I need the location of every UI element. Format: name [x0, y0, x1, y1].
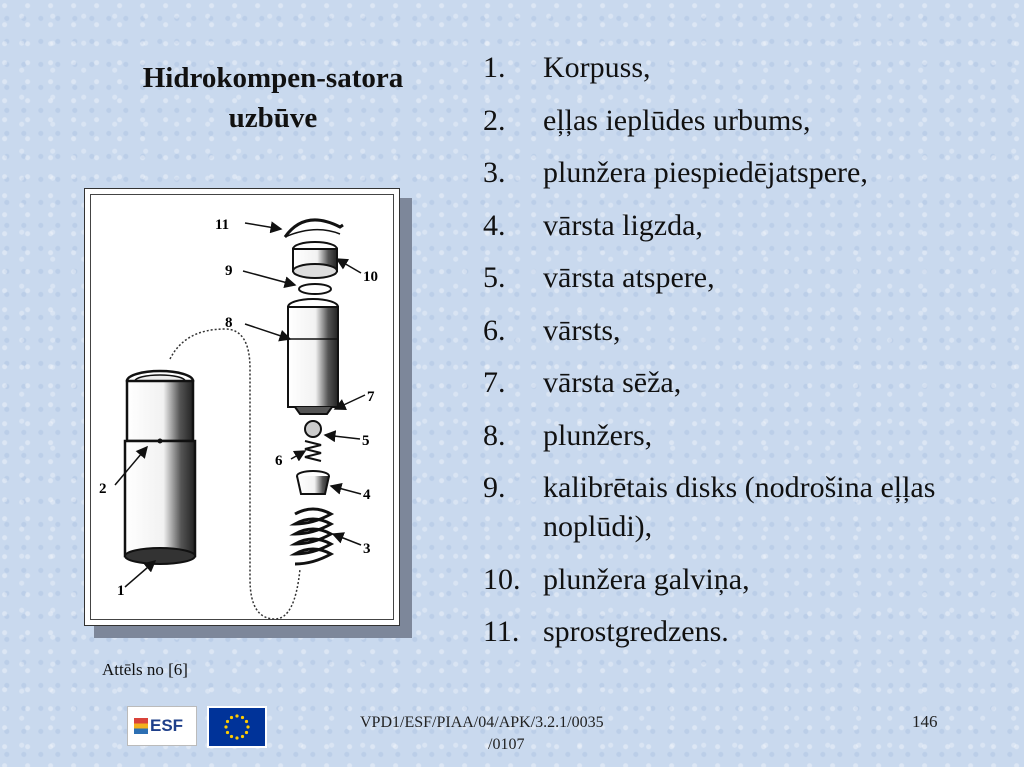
list-item — [478, 612, 1008, 651]
label-10: 10 — [363, 269, 378, 285]
item-text: Korpuss, — [543, 51, 651, 84]
label-1: 1 — [117, 583, 125, 599]
item-number: 1. — [483, 51, 506, 84]
eu-star-icon — [246, 725, 249, 728]
esf-logo — [127, 706, 197, 746]
list-item — [478, 311, 1008, 350]
eu-star-icon — [245, 720, 248, 723]
circlip-inner — [285, 230, 340, 237]
plunger-spring-part — [295, 509, 331, 564]
label-5: 5 — [362, 433, 370, 449]
label-7: 7 — [367, 389, 375, 405]
item-number: 11. — [483, 615, 520, 648]
list-item — [478, 560, 1008, 599]
list-item — [478, 48, 1008, 87]
eu-star-icon — [230, 716, 233, 719]
list-item — [478, 363, 1008, 402]
title-line-2: uzbūve — [228, 102, 318, 134]
item-number: 4. — [483, 208, 506, 242]
calibrated-disk-part — [299, 284, 331, 294]
esf-logo-text: ESF — [150, 716, 184, 735]
label-8: 8 — [225, 315, 233, 331]
page-number: 146 — [912, 712, 938, 731]
item-text: plunžera galviņa, — [543, 562, 750, 596]
item-number: 3. — [483, 156, 506, 189]
eu-star-icon — [245, 731, 248, 734]
item-text: vārsta atspere, — [543, 261, 715, 294]
eu-star-icon — [235, 714, 238, 717]
item-number: 6. — [483, 313, 506, 347]
eu-star-icon — [241, 735, 244, 738]
housing-part — [125, 371, 195, 564]
item-number: 2. — [483, 103, 506, 137]
eu-star-icon — [241, 716, 244, 719]
eu-star-icon — [224, 725, 227, 728]
item-text: sprostgredzens. — [543, 615, 729, 648]
label-6: 6 — [275, 453, 283, 469]
plunger-part — [288, 299, 338, 414]
slide-title — [88, 58, 458, 138]
list-item — [478, 206, 1008, 245]
item-text: eļļas ieplūdes urbums, — [543, 103, 811, 137]
label-2: 2 — [99, 481, 107, 497]
item-number: 9. — [483, 471, 506, 504]
item-number: 7. — [483, 366, 506, 399]
list-item — [478, 416, 1008, 455]
label-3: 3 — [363, 541, 371, 557]
item-number: 10. — [483, 562, 521, 596]
item-text: vārsta ligzda, — [543, 208, 703, 242]
footer-project-code — [360, 712, 690, 756]
parts-list — [478, 48, 1008, 665]
item-text: vārsts, — [543, 313, 621, 347]
valve-part — [305, 421, 321, 437]
footer-code-line-1: VPD1/ESF/PIAA/04/APK/3.2.1/0035 — [360, 714, 604, 731]
exploded-view-drawing — [85, 189, 401, 627]
eu-star-icon — [235, 736, 238, 739]
plunger-head-part — [293, 242, 337, 278]
esf-mark-icon — [134, 718, 148, 734]
figure-caption: Attēls no [6] — [102, 660, 188, 679]
list-item — [478, 153, 1008, 192]
title-line-1: Hidrokompen-satora — [142, 62, 404, 94]
item-text: plunžers, — [543, 418, 653, 452]
eu-star-icon — [230, 735, 233, 738]
item-text: vārsta sēža, — [543, 366, 682, 399]
item-text: kalibrētais disks (nodrošina eļļas noplūdi), — [543, 471, 936, 543]
list-item — [478, 468, 1008, 546]
exploded-view-figure — [84, 188, 400, 626]
eu-stars-icon — [209, 708, 265, 746]
list-item — [478, 258, 1008, 297]
item-number: 8. — [483, 418, 506, 452]
footer-code-line-2: /0107 — [488, 736, 525, 753]
item-text: plunžera piespiedējatspere, — [543, 156, 868, 189]
valve-spring-part — [305, 441, 321, 461]
eu-flag-icon — [207, 706, 267, 748]
label-9: 9 — [225, 263, 233, 279]
label-4: 4 — [363, 487, 371, 503]
item-number: 5. — [483, 261, 506, 294]
eu-star-icon — [226, 720, 229, 723]
eu-star-icon — [226, 731, 229, 734]
list-item — [478, 101, 1008, 140]
valve-cage-part — [297, 471, 329, 494]
label-11: 11 — [215, 217, 230, 233]
